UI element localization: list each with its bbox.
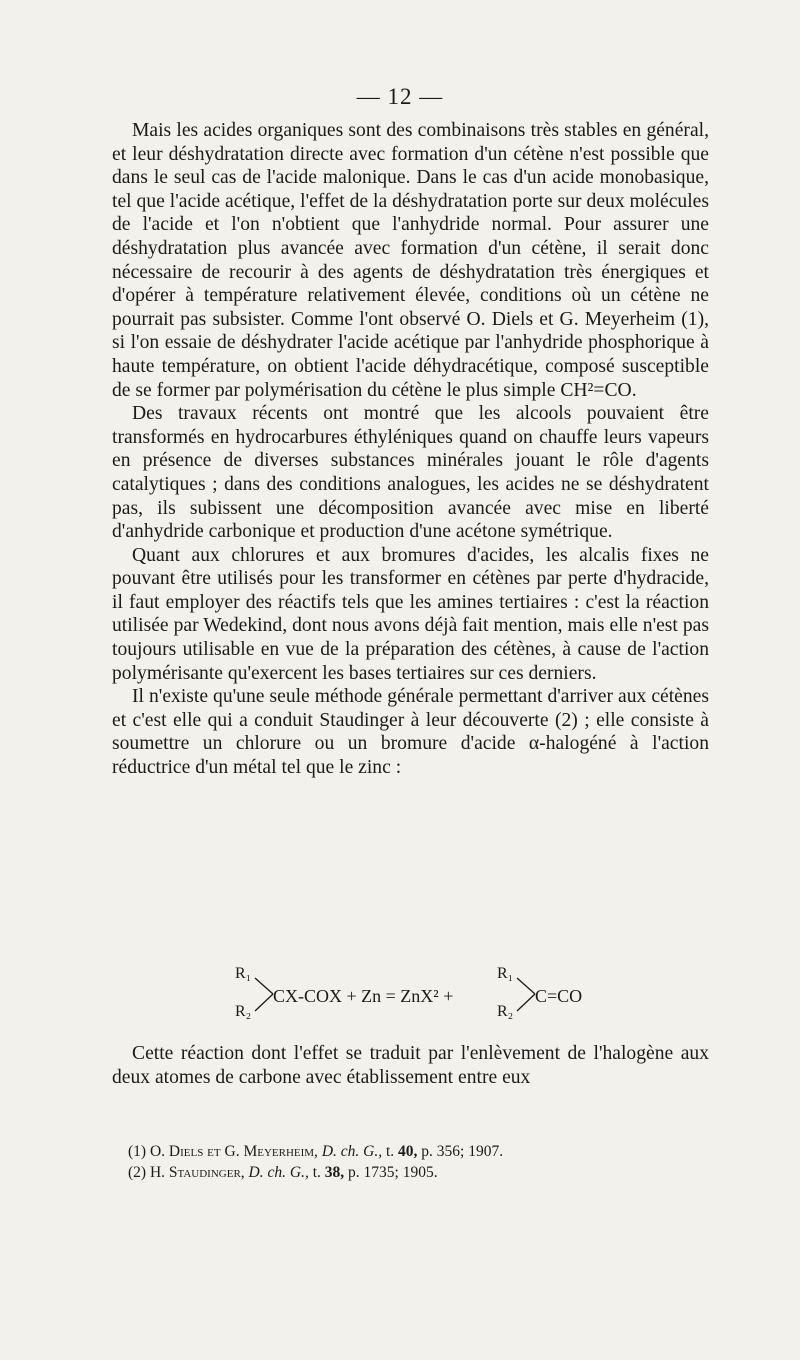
footnote-2-pages: p. 1735; 1905. (348, 1164, 438, 1181)
footnote-1-authors: O. Diels et G. Meyerheim, (149, 1143, 318, 1160)
formula-equation: CX-COX + Zn = ZnX² + (273, 986, 454, 1006)
footnote-1-volume: 40, (398, 1143, 418, 1160)
formula-r1-right: R₁ (497, 965, 514, 982)
footnote-1-pages: p. 356; 1907. (421, 1143, 504, 1160)
footnote-2-tome: t. (312, 1164, 321, 1181)
page-number: — 12 — (356, 84, 444, 109)
footnote-2-volume: 38, (324, 1164, 345, 1181)
footnotes (128, 1141, 728, 1183)
body-text-continued (112, 1042, 709, 1089)
reaction-equation (233, 965, 613, 1025)
footnote-1-number: (1) (128, 1143, 147, 1160)
formula-product: C=CO (535, 986, 583, 1006)
paragraph-2: Des travaux récents ont montré que les alcools pouvaient être transformés en hydrocarbures éthyléniques quand on chauffe leurs vapeurs en présence de diverses substances minérales jouant le rôle d'agents catalytiques ; dans des conditions analogues, les acides ne se déshydratent pas, ils subissent une décomposition avancée avec mise en liberté d'anhydride carbonique et production d'une acétone symétrique. (112, 403, 709, 543)
footnote-2 (128, 1162, 728, 1183)
body-text (112, 119, 709, 780)
formula-r2-right: R₂ (497, 1003, 514, 1020)
footnote-2-authors: H. Staudinger, (149, 1164, 245, 1181)
footnote-1-journal: D. ch. G., (321, 1143, 383, 1160)
paragraph-4: Il n'existe qu'une seule méthode générale permettant d'arriver aux cétènes et c'est elle qui a conduit Staudinger à leur découverte (2) ; elle consiste à soumettre un chlorure ou un bromure d'acide α-halogéné à l'action réductrice d'un métal tel que le zinc : (112, 686, 709, 779)
footnote-2-journal: D. ch. G., (248, 1164, 309, 1181)
formula-r2-left: R₂ (235, 1003, 252, 1020)
paragraph-5: Cette réaction dont l'effet se traduit par l'enlèvement de l'halogène aux deux atomes de carbone avec établissement entre eux (112, 1043, 709, 1088)
formula-r1-left: R₁ (235, 965, 252, 982)
footnote-1-tome: t. (385, 1143, 395, 1160)
paragraph-1: Mais les acides organiques sont des combinaisons très stables en général, et leur déshydratation directe avec formation d'un cétène n'est possible que dans le seul cas de l'acide malonique. Dans le cas d'un acide monobasique, tel que l'acide acétique, l'effet de la déshydratation porte sur deux molécules de l'acide et l'on n'obtient que l'anhydride normal. Pour assurer une déshydratation plus avancée avec formation d'un cétène, il serait donc nécessaire de recourir à des agents de déshydratation très énergiques et d'opérer à température relativement élevée, conditions où un cétène ne pourrait pas subsister. Comme l'ont observé O. Diels et G. Meyerheim (1), si l'on essaie de déshydrater l'acide acétique par l'anhydride phosphorique à haute température, on obtient l'acide déhydracétique, composé susceptible de se former par polymérisation du cétène le plus simple CH²=CO. (112, 120, 709, 401)
footnote-2-number: (2) (128, 1164, 147, 1181)
footnote-1 (128, 1141, 728, 1162)
paragraph-3: Quant aux chlorures et aux bromures d'acides, les alcalis fixes ne pouvant être utilisés pour les transformer en cétènes par perte d'hydracide, il faut employer des réactifs tels que les amines tertiaires : c'est la réaction utilisée par Wedekind, dont nous avons déjà fait mention, mais elle n'est pas toujours utilisable en vue de la préparation des cétènes, à cause de l'action polymérisante qu'exercent les bases tertiaires sur ces derniers. (112, 544, 709, 684)
